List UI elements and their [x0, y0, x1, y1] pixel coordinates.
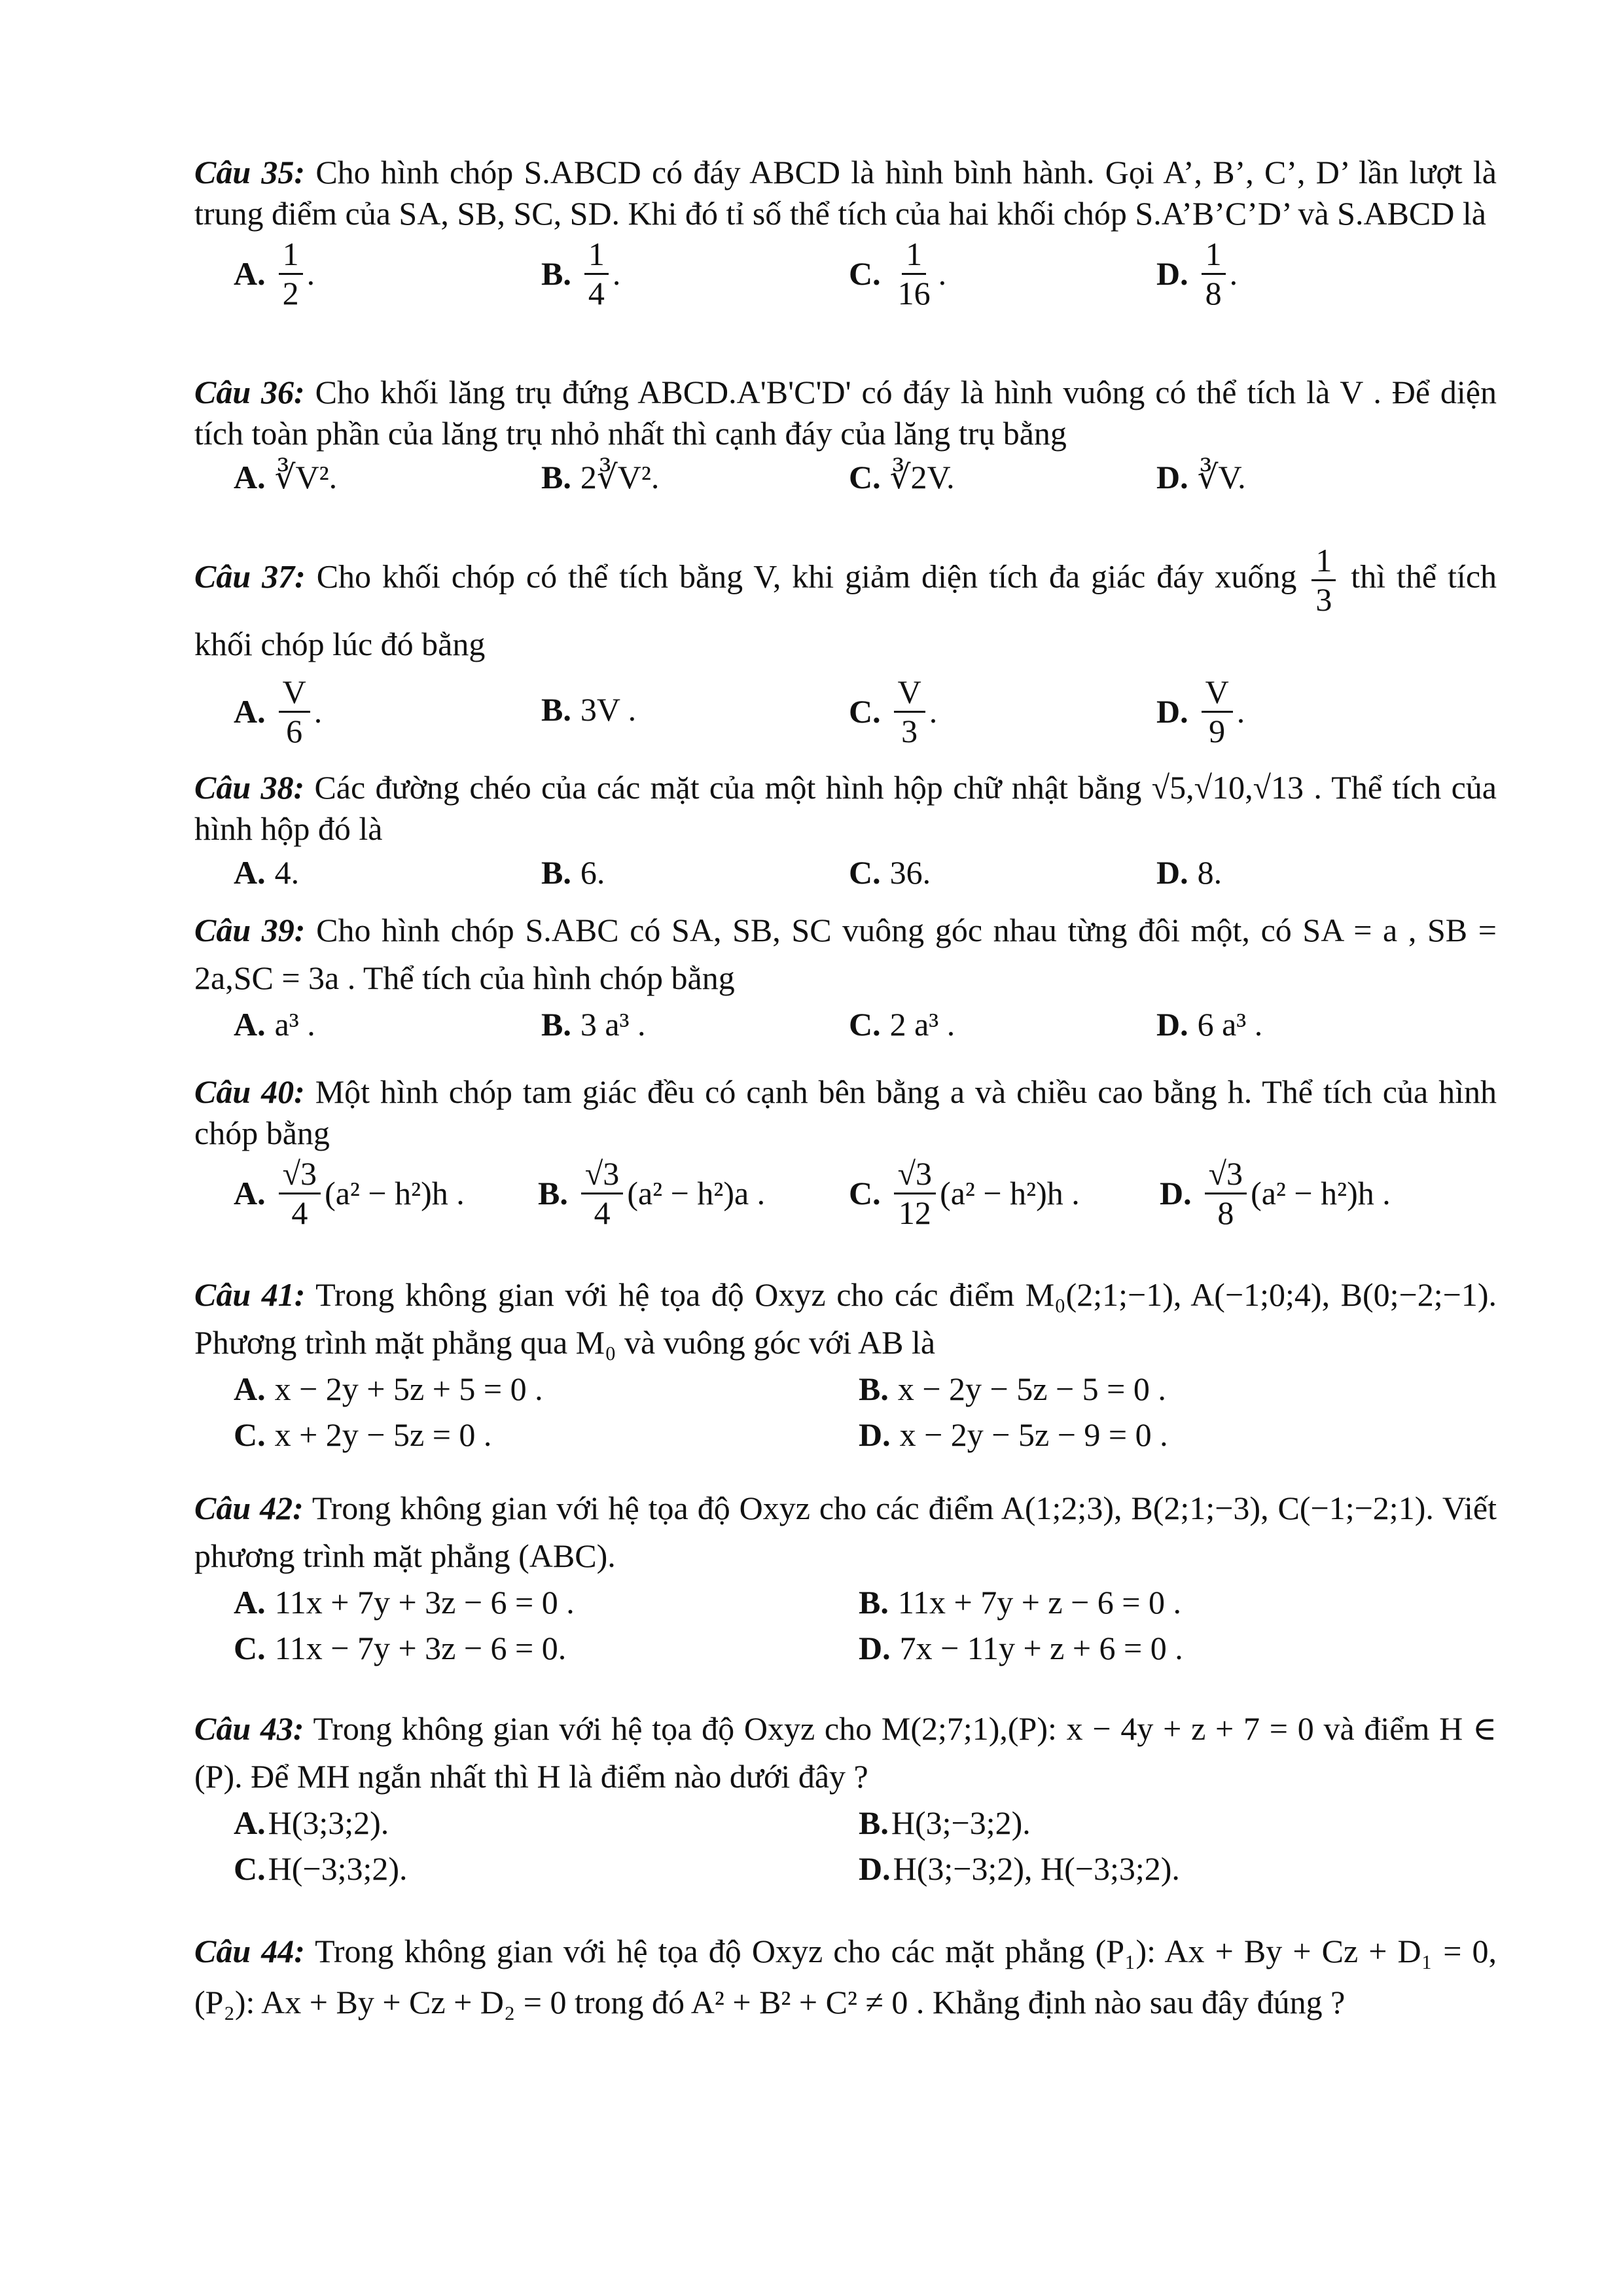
option-a[interactable]: A. 4.	[234, 854, 300, 891]
question-text: Cho khối lăng trụ đứng ABCD.A'B'C'D' có đáy là hình vuông có thể tích là V . Để diện tích toàn phần của lăng trụ nhỏ nhất thì cạnh đáy của lăng trụ bằng	[194, 374, 1497, 452]
question-text: Trong không gian với hệ tọa độ Oxyz cho các mặt phẳng (P₁): Ax + By + Cz + D₁ = 0,(P₂): Ax + By + Cz + D₂ = 0 trong đó A² + B² + C² ≠ 0 . Khẳng định nào sau đây đúng ?	[194, 1933, 1497, 2020]
option-b[interactable]: B. 3V .	[541, 691, 637, 728]
question-text: Cho hình chóp S.ABC có SA, SB, SC vuông góc nhau từng đôi một, có SA = a , SB = 2a,SC = 3a . Thể tích của hình chóp bằng	[194, 912, 1497, 996]
question-40	[194, 1071, 1497, 1242]
option-b[interactable]: B. x − 2y − 5z − 5 = 0 .	[859, 1371, 1166, 1407]
question-44	[194, 1926, 1497, 2028]
option-a[interactable]: A. 11x + 7y + 3z − 6 = 0 .	[234, 1584, 575, 1621]
question-text: thì thể tích khối chóp lúc đó bằng	[194, 558, 1497, 662]
answer-options	[194, 1803, 1497, 1848]
fraction: $\frac{1}{3}$	[1311, 543, 1336, 617]
answer-options	[194, 1582, 1497, 1628]
option-c[interactable]: C. 36.	[849, 854, 931, 891]
option-d[interactable]: D. 8.	[1156, 854, 1222, 891]
option-b[interactable]: B. 3 a³ .	[541, 1006, 646, 1043]
answer-options	[194, 1848, 1497, 1894]
question-text: Một hình chóp tam giác đều có cạnh bên bằng a và chiều cao bằng h. Thể tích của hình chóp bằng	[194, 1073, 1497, 1151]
option-d[interactable]: D. H(3;−3;2), H(−3;3;2).	[859, 1850, 1180, 1887]
answer-options	[194, 1157, 1497, 1242]
fraction: $\frac{√3}{4}$	[279, 1157, 321, 1230]
option-d[interactable]: D. $\frac{V}{9}$ .	[1156, 673, 1245, 749]
question-stem	[194, 1926, 1497, 2028]
question-36	[194, 372, 1497, 497]
question-42	[194, 1484, 1497, 1674]
question-43	[194, 1705, 1497, 1894]
fraction: $\frac{V}{3}$	[894, 675, 925, 748]
option-b[interactable]: B. 11x + 7y + z − 6 = 0 .	[859, 1584, 1181, 1621]
option-a[interactable]: A. H(3;3;2).	[234, 1804, 389, 1841]
fraction: $\frac{1}{2}$	[279, 237, 303, 310]
option-c[interactable]: C. $\frac{V}{3}$ .	[849, 673, 938, 749]
answer-options	[194, 1369, 1497, 1414]
option-c[interactable]: C. x + 2y − 5z = 0 .	[234, 1416, 492, 1453]
fraction: $\frac{1}{4}$	[584, 237, 609, 310]
question-41	[194, 1271, 1497, 1460]
question-text: Cho hình chóp S.ABCD có đáy ABCD là hình bình hành. Gọi A’, B’, C’, D’ lần lượt là trung điểm của SA, SB, SC, SD. Khi đó tỉ số thể tích của hai khối chóp S.A’B’C’D’ và S.ABCD là	[194, 154, 1497, 232]
question-39	[194, 906, 1497, 1045]
option-c[interactable]: C. H(−3;3;2).	[234, 1850, 408, 1887]
option-c[interactable]: C. ∛2V.	[849, 459, 955, 495]
answer-options	[194, 1628, 1497, 1674]
option-c[interactable]: C. $\frac{√3}{12}$ (a² − h²)h .	[849, 1155, 1080, 1231]
question-label: Câu 41:	[194, 1276, 306, 1313]
option-a[interactable]: A. a³ .	[234, 1006, 315, 1043]
question-label: Câu 43:	[194, 1710, 304, 1747]
option-a[interactable]: A. $\frac{V}{6}$ .	[234, 673, 323, 749]
fraction: $\frac{√3}{4}$	[581, 1157, 623, 1230]
answer-options	[194, 236, 1497, 312]
option-d[interactable]: D. ∛V.	[1156, 459, 1246, 495]
option-c[interactable]: C. $\frac{1}{16}$ .	[849, 236, 947, 312]
option-a[interactable]: A. x − 2y + 5z + 5 = 0 .	[234, 1371, 543, 1407]
fraction: $\frac{V}{9}$	[1202, 675, 1233, 748]
question-label: Câu 42:	[194, 1490, 304, 1526]
question-label: Câu 39:	[194, 912, 306, 948]
fraction: $\frac{√3}{8}$	[1205, 1157, 1247, 1230]
question-text: Trong không gian với hệ tọa độ Oxyz cho M(2;7;1),(P): x − 4y + z + 7 = 0 và điểm H ∈ (P). Để MH ngắn nhất thì H là điểm nào dưới đây ?	[194, 1710, 1497, 1795]
question-stem	[194, 767, 1497, 850]
question-label: Câu 40:	[194, 1073, 305, 1110]
question-38	[194, 767, 1497, 893]
option-b[interactable]: B. $\frac{√3}{4}$ (a² − h²)a .	[538, 1155, 766, 1231]
question-text: Cho khối chóp có thể tích bằng V, khi giảm diện tích đa giác đáy xuống	[316, 558, 1297, 595]
question-stem	[194, 372, 1497, 454]
answer-options	[194, 1414, 1497, 1460]
option-a[interactable]: A. ∛V².	[234, 459, 338, 495]
option-a[interactable]: A. $\frac{√3}{4}$ (a² − h²)h .	[234, 1155, 465, 1231]
option-d[interactable]: D. x − 2y − 5z − 9 = 0 .	[859, 1416, 1168, 1453]
option-b[interactable]: B. 2∛V².	[541, 459, 660, 495]
option-d[interactable]: D. $\frac{√3}{8}$ (a² − h²)h .	[1160, 1155, 1391, 1231]
answer-options	[194, 675, 1497, 747]
question-label: Câu 38:	[194, 769, 305, 806]
answer-options	[194, 1004, 1497, 1045]
fraction: $\frac{√3}{12}$	[894, 1157, 936, 1230]
question-label: Câu 36:	[194, 374, 305, 410]
question-label: Câu 35:	[194, 154, 306, 190]
option-d[interactable]: D. $\frac{1}{8}$ .	[1156, 236, 1238, 312]
question-stem	[194, 906, 1497, 1001]
fraction: $\frac{1}{8}$	[1202, 237, 1226, 310]
question-text: Trong không gian với hệ tọa độ Oxyz cho các điểm M₀(2;1;−1), A(−1;0;4), B(0;−2;−1). Phương trình mặt phẳng qua M₀ và vuông góc với AB là	[194, 1276, 1497, 1361]
question-stem	[194, 543, 1497, 672]
option-d[interactable]: D. 6 a³ .	[1156, 1006, 1263, 1043]
option-b[interactable]: B. 6.	[541, 854, 605, 891]
question-text: Các đường chéo của các mặt của một hình hộp chữ nhật bằng √5,√10,√13 . Thể tích của hình hộp đó là	[194, 769, 1497, 847]
question-stem	[194, 1071, 1497, 1154]
question-stem	[194, 1271, 1497, 1366]
question-37	[194, 543, 1497, 747]
question-stem	[194, 1705, 1497, 1800]
question-35	[194, 152, 1497, 312]
option-c[interactable]: C. 2 a³ .	[849, 1006, 955, 1043]
answer-options	[194, 852, 1497, 893]
option-b[interactable]: B. H(3;−3;2).	[859, 1804, 1031, 1841]
question-stem	[194, 1484, 1497, 1579]
option-b[interactable]: B. $\frac{1}{4}$ .	[541, 236, 621, 312]
answer-options	[194, 457, 1497, 497]
question-label: Câu 44:	[194, 1933, 305, 1969]
question-label: Câu 37:	[194, 558, 306, 595]
option-d[interactable]: D. 7x − 11y + z + 6 = 0 .	[859, 1630, 1183, 1666]
option-a[interactable]: A. $\frac{1}{2}$ .	[234, 236, 315, 312]
fraction: $\frac{V}{6}$	[279, 675, 310, 748]
question-stem	[194, 152, 1497, 234]
question-text: Trong không gian với hệ tọa độ Oxyz cho các điểm A(1;2;3), B(2;1;−3), C(−1;−2;1). Viết phương trình mặt phẳng (ABC).	[194, 1490, 1497, 1574]
fraction: $\frac{1}{16}$	[897, 236, 931, 312]
option-c[interactable]: C. 11x − 7y + 3z − 6 = 0.	[234, 1630, 567, 1666]
